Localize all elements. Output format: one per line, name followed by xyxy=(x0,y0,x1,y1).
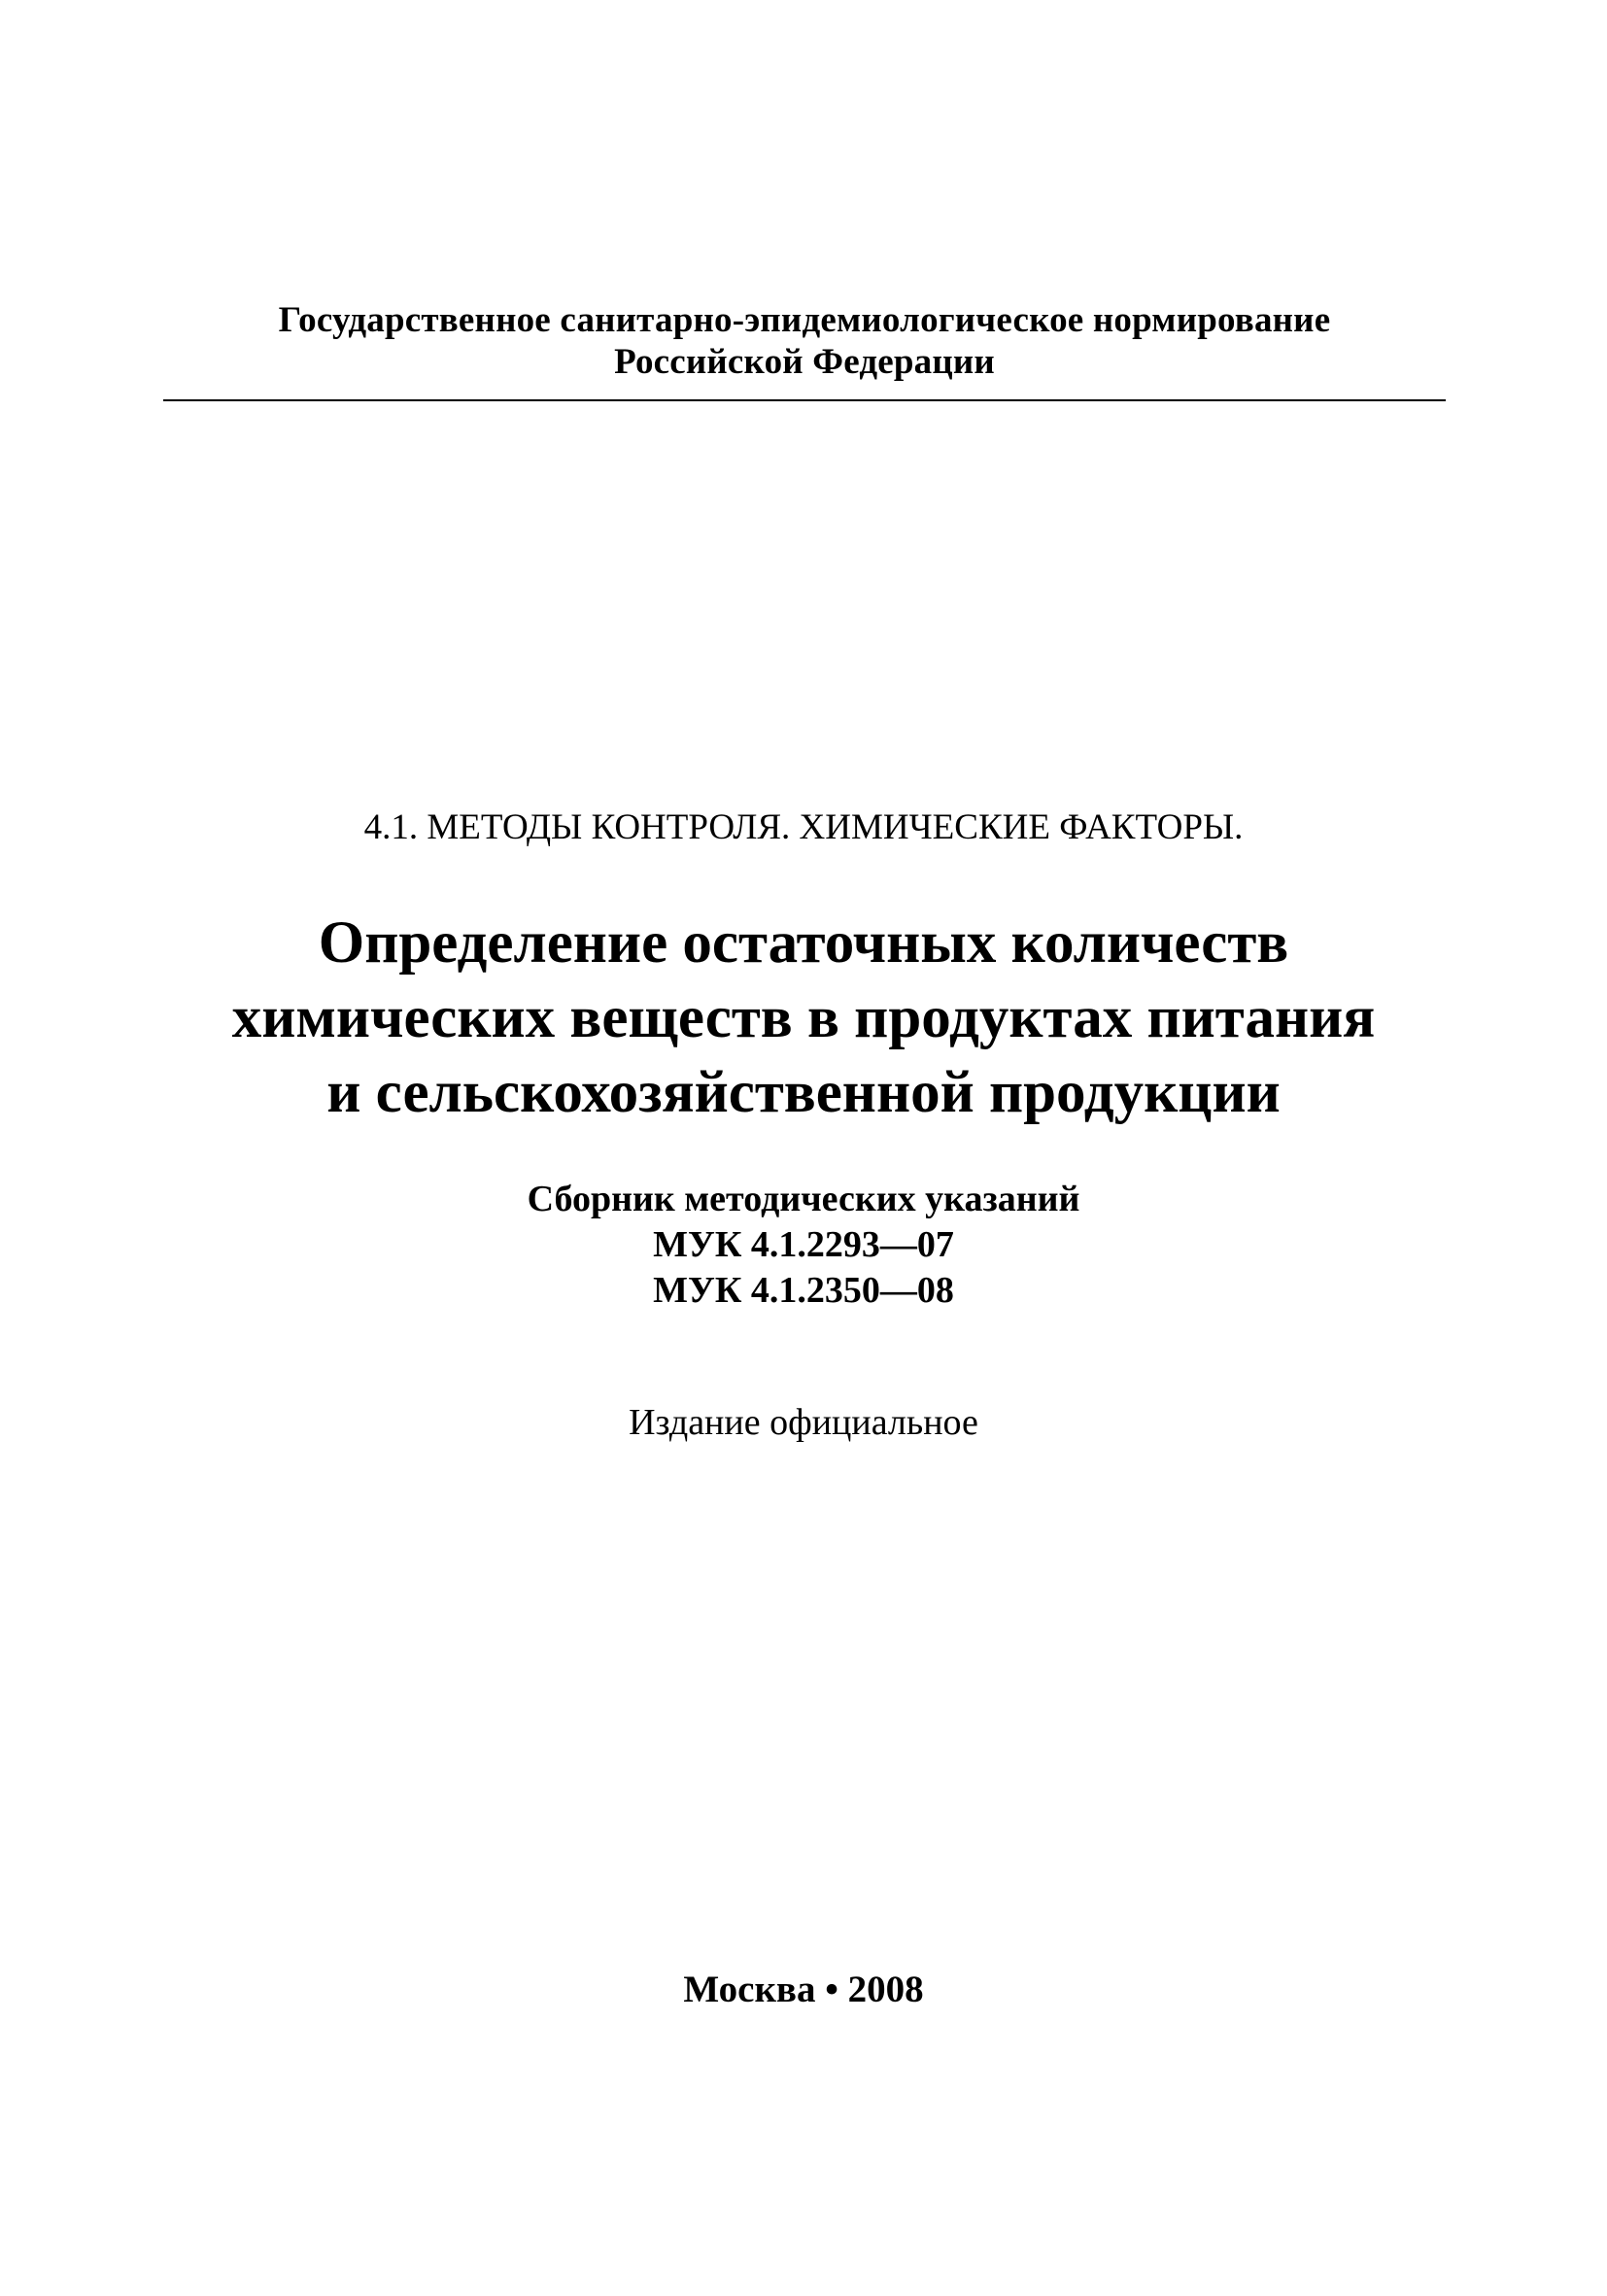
document-title xyxy=(0,906,1607,1130)
title-line-1: Определение остаточных количеств xyxy=(318,910,1289,976)
document-subtitle xyxy=(0,1177,1607,1314)
title-line-2: химических веществ в продуктах питания xyxy=(231,985,1376,1050)
issuing-authority-header xyxy=(163,299,1446,383)
section-heading: 4.1. МЕТОДЫ КОНТРОЛЯ. ХИМИЧЕСКИЕ ФАКТОРЫ. xyxy=(363,807,1244,847)
muk-code-1: МУК 4.1.2293—07 xyxy=(653,1224,954,1265)
header-line-1: Государственное санитарно-эпидемиологическое нормирование xyxy=(278,300,1331,340)
collection-label: Сборник методических указаний xyxy=(527,1179,1080,1219)
header-line-2: Российской Федерации xyxy=(614,342,995,382)
muk-code-2: МУК 4.1.2350—08 xyxy=(653,1270,954,1311)
edition-note: Издание официальное xyxy=(629,1402,978,1443)
title-line-3: и сельскохозяйственной продукции xyxy=(326,1060,1281,1125)
header-divider xyxy=(163,399,1446,401)
publication-place-year: Москва • 2008 xyxy=(683,1969,924,2010)
